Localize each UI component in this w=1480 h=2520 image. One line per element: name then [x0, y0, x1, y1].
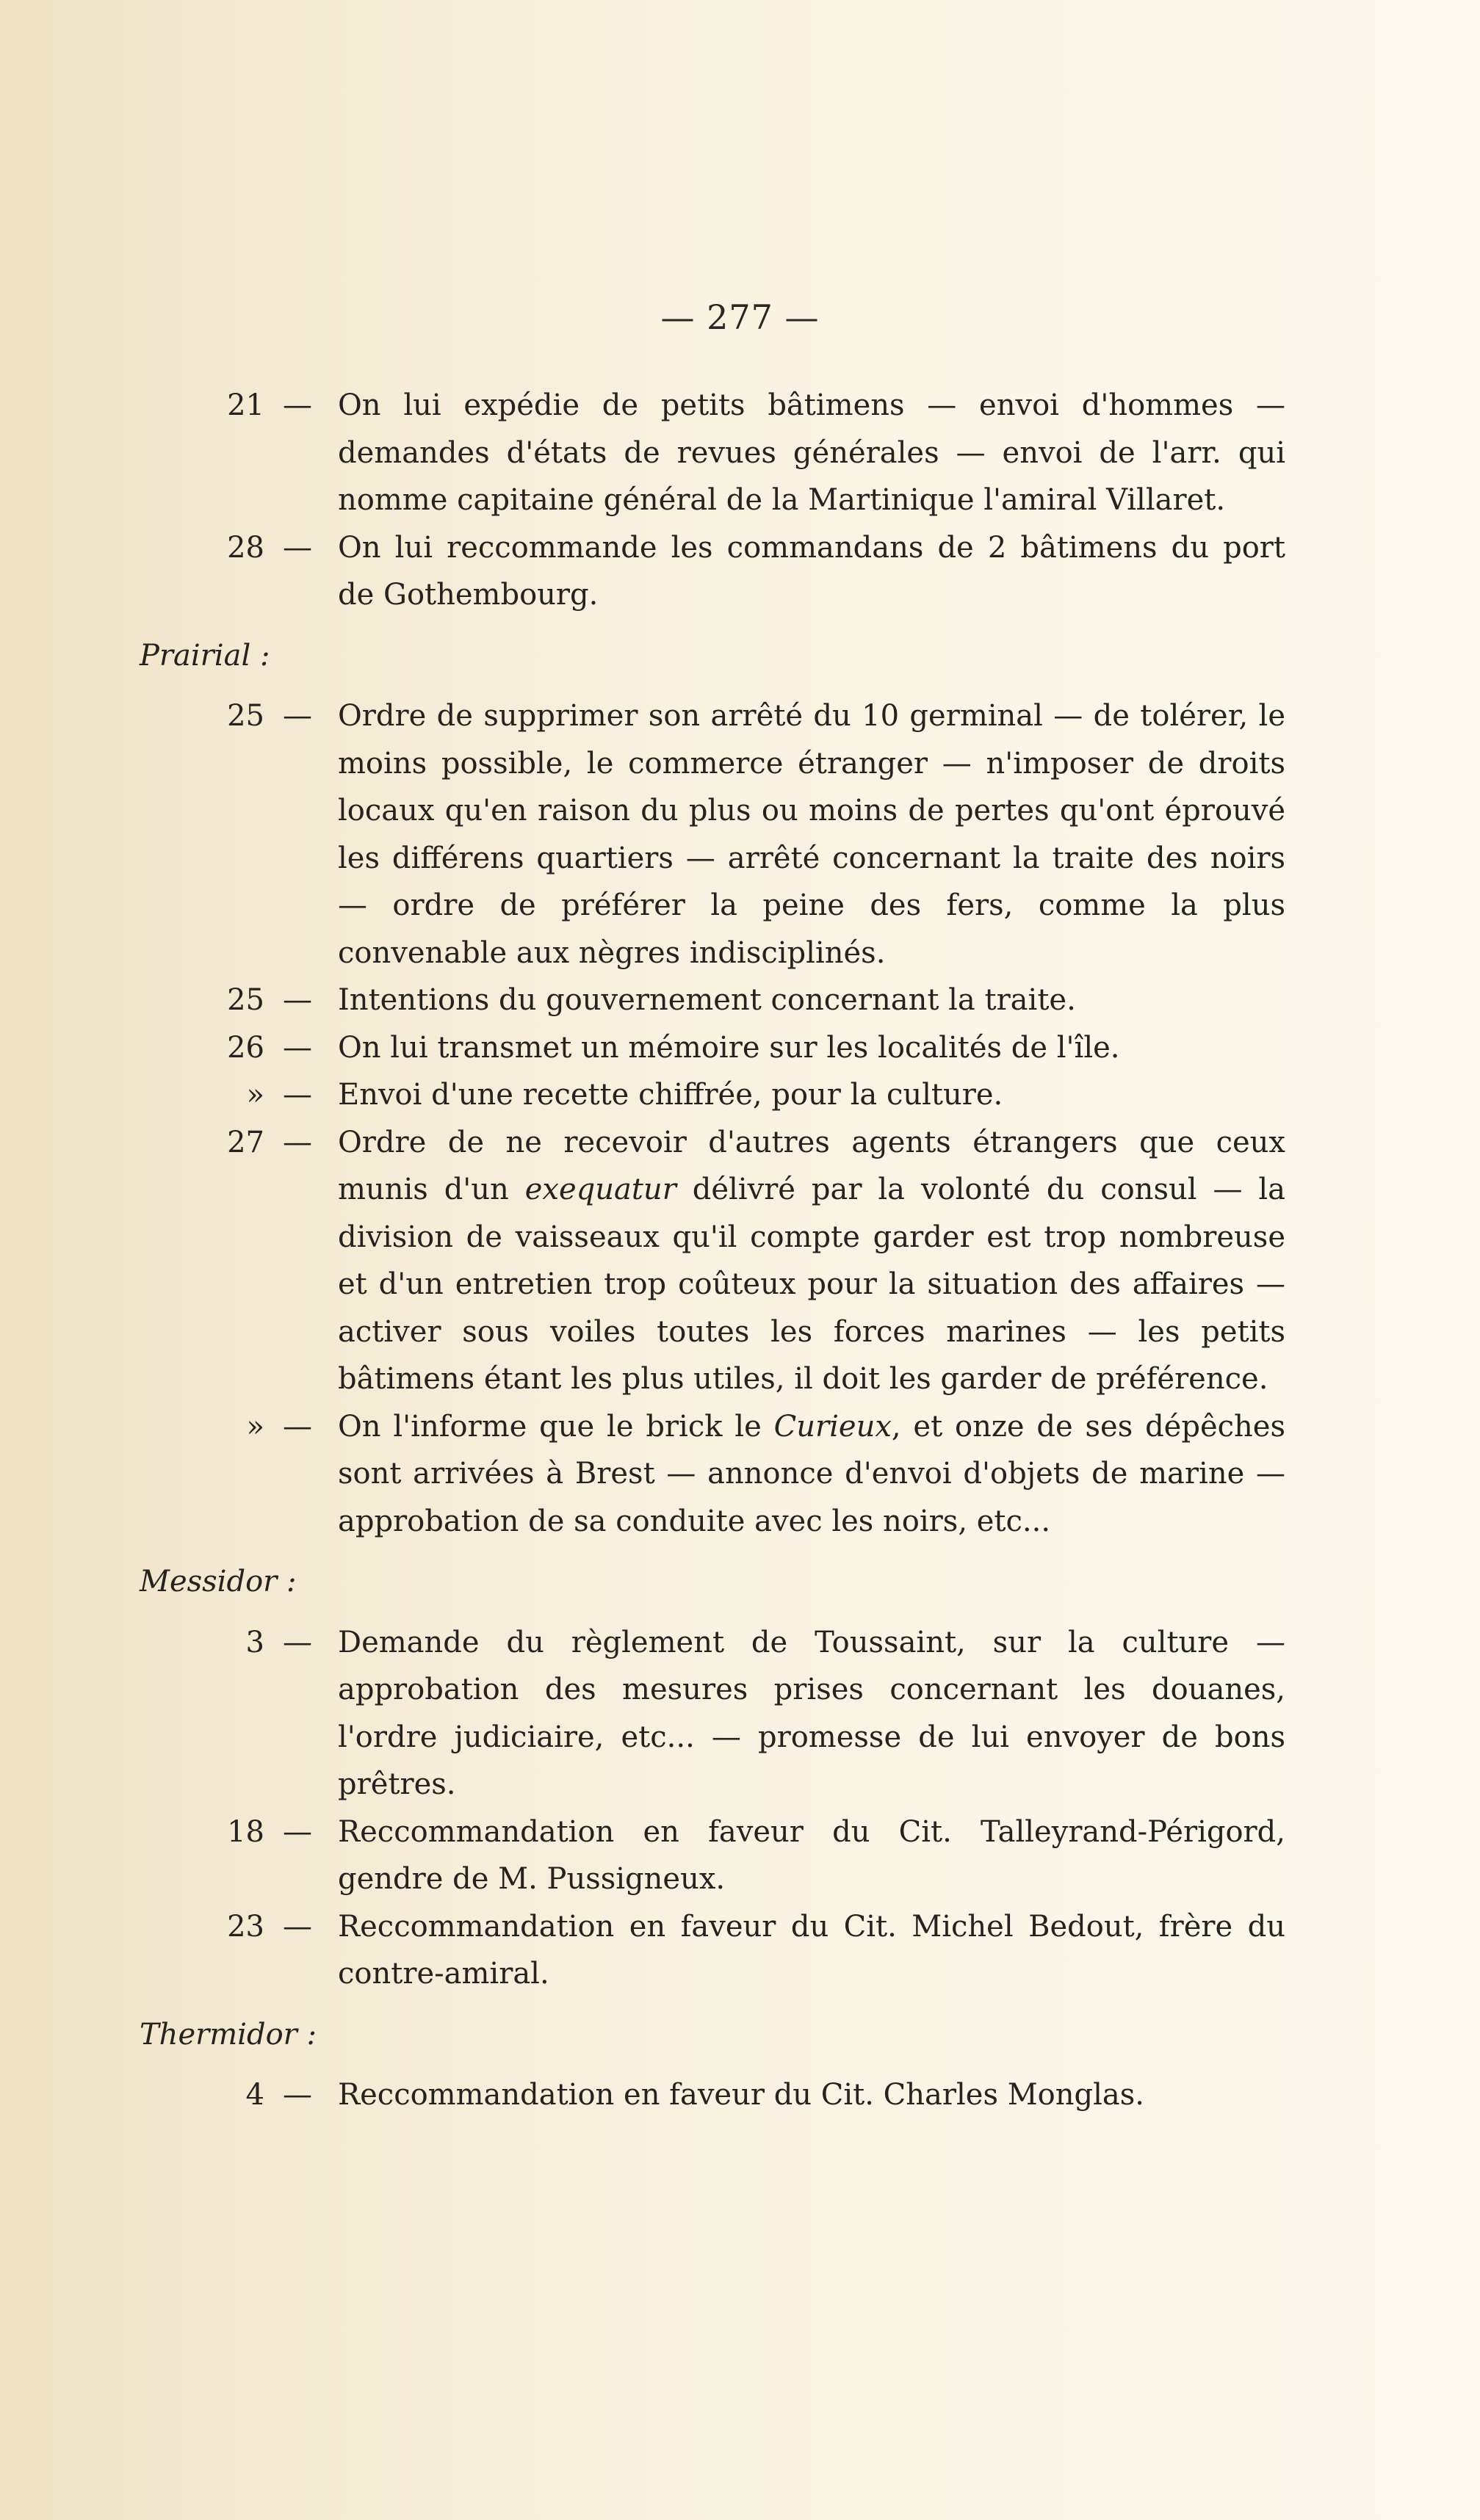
entry-dash: — — [283, 2078, 312, 2112]
month-heading-messidor: Messidor : — [140, 1565, 297, 1598]
entry-text: On lui reccommande les commandans de 2 bâtimens du port de Gothembourg. — [338, 530, 1285, 612]
entry-day: » — [246, 1409, 264, 1444]
entry-messidor-3 — [140, 1619, 1285, 1808]
entry-text: Reccommandation en faveur du Cit. Talleyrand-Périgord, gendre de M. Pussigneux. — [338, 1814, 1285, 1896]
entry-day: 4 — [245, 2078, 264, 2112]
entry-dash: — — [283, 1030, 312, 1065]
entry-text: Reccommandation en faveur du Cit. Michel Bedout, frère du contre-amiral. — [338, 1909, 1285, 1991]
entry-dash: — — [283, 388, 312, 422]
entry-text-part: On l'informe que le brick le — [338, 1409, 774, 1444]
entry-dash: — — [283, 983, 312, 1017]
entry-text-part: délivré par la volonté du consul — la division de vaisseaux qu'il compte garder est trop nombreuse et d'un entretien trop coûteux pour la situation des affaires — activer sous voiles toutes les forces marines — les petits bâtimens étant les plus utiles, il doit les garder de préférence. — [338, 1173, 1285, 1396]
entry-prairial-25b — [140, 977, 1285, 1024]
entry-text — [338, 1119, 1285, 1403]
entry-dash: — — [283, 1909, 312, 1944]
entry-text-part: Ordre de ne recevoir d'autres agents étrangers que ceux munis d'un — [338, 1125, 1285, 1206]
entry-day: 26 — [227, 1030, 264, 1065]
entry-messidor-18 — [140, 1808, 1285, 1903]
entry-day: » — [246, 1078, 264, 1112]
entry-text: Demande du règlement de Toussaint, sur la culture — approbation des mesures prises concernant les douanes, l'ordre judiciaire, etc... — promesse de lui envoyer de bons prêtres. — [338, 1625, 1285, 1801]
entry-dash: — — [283, 1814, 312, 1849]
page-content — [140, 382, 1285, 2119]
entry-prairial-27 — [140, 1119, 1285, 1403]
entry-text-italic: Curieux — [773, 1409, 892, 1444]
entry-dash: — — [283, 699, 312, 733]
entry-prairial-idem-1 — [140, 1071, 1285, 1119]
entry-21 — [140, 382, 1285, 524]
entry-text: On lui expédie de petits bâtimens — envoi d'hommes — demandes d'états de revues générales — envoi de l'arr. qui nomme capitaine général de la Martinique l'amiral Villaret. — [338, 388, 1285, 517]
entry-messidor-23 — [140, 1903, 1285, 1998]
entry-text: Reccommandation en faveur du Cit. Charles Monglas. — [338, 2078, 1145, 2112]
page-number: — 277 — — [660, 297, 820, 337]
entry-day: 18 — [227, 1814, 264, 1849]
entry-day: 3 — [245, 1625, 264, 1659]
entry-dash: — — [283, 530, 312, 565]
entry-text-italic: exequatur — [524, 1173, 676, 1206]
entry-dash: — — [283, 1409, 312, 1444]
month-heading-prairial: Prairial : — [140, 638, 270, 673]
entry-text-part: , et onze de ses dépêches sont arrivées à Brest — annonce d'envoi d'objets de marine — approbation de sa conduite avec les noirs, etc... — [338, 1409, 1285, 1538]
entry-day: 25 — [227, 983, 264, 1017]
entry-day: 21 — [227, 388, 264, 422]
entry-thermidor-4 — [140, 2071, 1285, 2119]
entry-text: Intentions du gouvernement concernant la traite. — [338, 983, 1076, 1017]
entry-text — [338, 1403, 1285, 1546]
entry-text: On lui transmet un mémoire sur les localités de l'île. — [338, 1030, 1120, 1065]
entry-day: 25 — [227, 699, 264, 733]
month-heading-thermidor: Thermidor : — [140, 2017, 317, 2052]
entry-day: 28 — [227, 530, 264, 565]
entry-prairial-25a — [140, 692, 1285, 977]
entry-day: 27 — [227, 1125, 264, 1159]
entry-prairial-idem-2 — [140, 1403, 1285, 1546]
entry-dash: — — [283, 1078, 312, 1112]
entry-dash: — — [283, 1625, 312, 1659]
entry-text: Ordre de supprimer son arrêté du 10 germinal — de tolérer, le moins possible, le commerce étranger — n'imposer de droits locaux qu'en raison du plus ou moins de pertes qu'ont éprouvé les différens quartiers — arrêté concernant la traite des noirs — ordre de préférer la peine des fers, comme la plus convenable aux nègres indisciplinés. — [338, 699, 1285, 970]
entry-text: Envoi d'une recette chiffrée, pour la culture. — [338, 1078, 1003, 1112]
entry-dash: — — [283, 1125, 312, 1159]
entry-day: 23 — [227, 1909, 264, 1944]
entry-prairial-26 — [140, 1024, 1285, 1072]
entry-28 — [140, 524, 1285, 619]
